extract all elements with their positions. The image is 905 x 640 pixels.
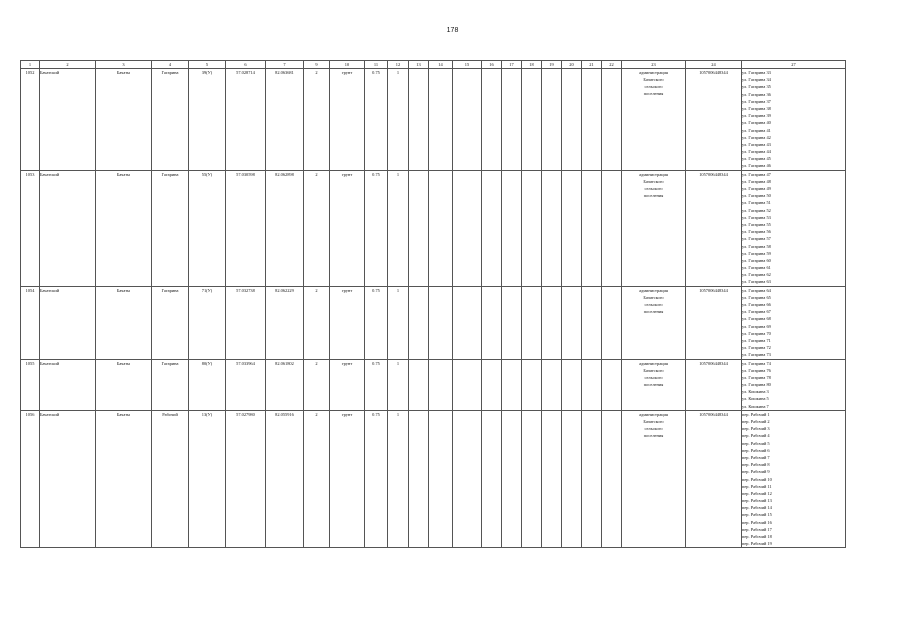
district-cell: Бачатский [40, 286, 96, 359]
latitude-cell: 57.032738 [226, 286, 266, 359]
address-line: ул. Гагарина 70 [742, 330, 771, 336]
address-line: пер. Рабочий 17 [742, 526, 772, 532]
address-line: ул. Гагарина 69 [742, 323, 771, 329]
latitude-cell: 57.033964 [226, 359, 266, 410]
address-line: пер. Рабочий 16 [742, 519, 772, 525]
surface-cell: грунт [330, 286, 365, 359]
column-number: 11 [365, 61, 388, 69]
served-addresses-cell [742, 359, 846, 410]
address-line: ул. Гагарина 61 [742, 265, 771, 271]
address-line: пер. Рабочий 14 [742, 505, 772, 511]
address-line: пер. Рабочий 13 [742, 498, 772, 504]
empty-cell [409, 170, 429, 286]
district-cell: Бачатский [40, 359, 96, 410]
empty-cell [409, 286, 429, 359]
address-line: ул. Гагарина 50 [742, 193, 771, 199]
owner-line: сельского [644, 84, 663, 89]
count-cell: 1 [388, 410, 409, 548]
empty-cell [542, 410, 562, 548]
empty-cell [453, 69, 482, 171]
address-line: ул. Гагарина 66 [742, 302, 771, 307]
owner-cell [622, 286, 686, 359]
address-line: ул. Гагарина 49 [742, 186, 771, 191]
surface-cell: грунт [330, 410, 365, 548]
col9-cell: 2 [304, 69, 330, 171]
area-cell: 0.75 [365, 170, 388, 286]
area-cell: 0.75 [365, 410, 388, 548]
district-cell: Бачатский [40, 170, 96, 286]
empty-cell [582, 359, 602, 410]
address-line: ул. Гагарина 41 [742, 127, 771, 133]
column-number: 24 [686, 61, 742, 69]
count-cell: 1 [388, 170, 409, 286]
column-number: 19 [542, 61, 562, 69]
longitude-cell: 82.062898 [266, 170, 304, 286]
address-line: пер. Рабочий 1 [742, 411, 770, 417]
empty-cell [482, 410, 502, 548]
owner-cell [622, 69, 686, 171]
empty-cell [562, 359, 582, 410]
owner-line: Бачатского [643, 294, 664, 300]
address-line: ул. Гагарина 40 [742, 120, 771, 126]
address-line: пер. Рабочий 4 [742, 433, 770, 439]
column-number: 22 [602, 61, 622, 69]
owner-line: поселения [643, 192, 664, 198]
table-body [21, 69, 846, 548]
served-addresses-cell [742, 286, 846, 359]
empty-cell [602, 359, 622, 410]
area-cell: 0.75 [365, 359, 388, 410]
address-line: пер. Рабочий 9 [742, 469, 770, 475]
empty-cell [582, 410, 602, 548]
longitude-cell: 82.055916 [266, 410, 304, 548]
row-number: 1056 [21, 410, 40, 548]
empty-cell [522, 410, 542, 548]
empty-cell [582, 69, 602, 171]
empty-cell [582, 286, 602, 359]
served-addresses-cell [742, 170, 846, 286]
empty-cell [453, 170, 482, 286]
district-cell: Бачатский [40, 69, 96, 171]
column-number: 18 [522, 61, 542, 69]
empty-cell [542, 359, 562, 410]
address-line: ул. Гагарина 46 [742, 163, 771, 169]
address-line: ул. Гагарина 33 [742, 70, 771, 75]
ogrn-cell: 1057006448344 [686, 286, 742, 359]
column-number: 14 [429, 61, 453, 69]
address-line: ул. Гагарина 47 [742, 171, 771, 177]
address-line: ул. Гагарина 38 [742, 105, 771, 111]
empty-cell [562, 69, 582, 171]
column-number: 13 [409, 61, 429, 69]
address-line: ул. Гагарина 78 [742, 374, 771, 380]
count-cell: 1 [388, 69, 409, 171]
address-line: пер. Рабочий 8 [742, 462, 770, 468]
col9-cell: 2 [304, 359, 330, 410]
address-line: пер. Рабочий 19 [742, 541, 772, 547]
settlement-cell: Бачаты [96, 286, 152, 359]
empty-cell [409, 410, 429, 548]
count-cell: 1 [388, 359, 409, 410]
house-cell: 39(У) [189, 69, 226, 171]
served-addresses-cell [742, 69, 846, 171]
owner-line: администрация [639, 171, 668, 177]
empty-cell [429, 286, 453, 359]
address-line: ул. Гагарина 60 [742, 257, 771, 263]
latitude-cell: 57.027980 [226, 410, 266, 548]
address-line: пер. Рабочий 7 [742, 454, 770, 460]
owner-line: поселения [643, 91, 664, 96]
address-line: ул. Гагарина 80 [742, 382, 771, 388]
address-line: ул. Гагарина 67 [742, 309, 771, 315]
empty-cell [562, 410, 582, 548]
table-row [21, 69, 846, 171]
column-number: 21 [582, 61, 602, 69]
address-line: пер. Рабочий 15 [742, 512, 772, 518]
row-number: 1052 [21, 69, 40, 171]
longitude-cell: 82.062229 [266, 286, 304, 359]
address-line: ул. Гагарина 72 [742, 345, 771, 351]
owner-line: сельского [644, 374, 663, 380]
empty-cell [409, 359, 429, 410]
address-line: ул. Гагарина 57 [742, 236, 771, 242]
address-line: ул. Кошкина 5 [742, 396, 769, 402]
address-line: ул. Гагарина 64 [742, 287, 771, 293]
owner-line: поселения [643, 432, 664, 438]
address-line: пер. Рабочий 12 [742, 490, 772, 496]
address-line: ул. Гагарина 71 [742, 337, 771, 343]
column-number: 12 [388, 61, 409, 69]
address-line: ул. Гагарина 51 [742, 200, 771, 206]
house-cell: 80(У) [189, 359, 226, 410]
empty-cell [482, 359, 502, 410]
owner-line: администрация [639, 360, 668, 366]
address-line: пер. Рабочий 2 [742, 419, 770, 424]
empty-cell [522, 286, 542, 359]
empty-cell [429, 170, 453, 286]
address-line: пер. Рабочий 11 [742, 483, 772, 489]
owner-line: поселения [643, 381, 664, 387]
empty-cell [602, 286, 622, 359]
owner-line: сельского [644, 185, 663, 191]
col9-cell: 2 [304, 170, 330, 286]
address-line: ул. Гагарина 36 [742, 91, 771, 97]
column-number: 5 [189, 61, 226, 69]
address-line: пер. Рабочий 10 [742, 476, 772, 482]
longitude-cell: 82.063681 [266, 69, 304, 171]
owner-line: администрация [639, 70, 668, 75]
column-number: 23 [622, 61, 686, 69]
column-number: 9 [304, 61, 330, 69]
owner-line: сельского [644, 425, 663, 431]
address-line: ул. Гагарина 74 [742, 360, 771, 366]
empty-cell [482, 286, 502, 359]
column-number: 3 [96, 61, 152, 69]
latitude-cell: 57.028714 [226, 69, 266, 171]
table-row [21, 170, 846, 286]
empty-cell [522, 359, 542, 410]
street-cell: Гагарина [152, 359, 189, 410]
address-line: ул. Гагарина 35 [742, 84, 771, 90]
owner-line: сельского [644, 301, 663, 307]
column-number: 16 [482, 61, 502, 69]
empty-cell [482, 170, 502, 286]
area-cell: 0.75 [365, 286, 388, 359]
column-number: 15 [453, 61, 482, 69]
empty-cell [502, 69, 522, 171]
empty-cell [602, 170, 622, 286]
house-cell: 71(У) [189, 286, 226, 359]
street-cell: Гагарина [152, 286, 189, 359]
table-row [21, 359, 846, 410]
house-cell: 13(У) [189, 410, 226, 548]
address-line: ул. Гагарина 43 [742, 141, 771, 147]
column-number-header [21, 61, 846, 69]
empty-cell [429, 410, 453, 548]
empty-cell [522, 170, 542, 286]
owner-line: Бачатского [643, 178, 664, 184]
owner-line: поселения [643, 308, 664, 314]
row-number: 1053 [21, 170, 40, 286]
owner-line: Бачатского [643, 77, 664, 82]
column-number: 7 [266, 61, 304, 69]
owner-cell [622, 170, 686, 286]
empty-cell [542, 69, 562, 171]
address-line: ул. Гагарина 58 [742, 243, 771, 249]
column-number: 2 [40, 61, 96, 69]
address-line: ул. Гагарина 34 [742, 77, 771, 83]
address-line: ул. Гагарина 42 [742, 134, 771, 140]
settlement-cell: Бачаты [96, 69, 152, 171]
empty-cell [562, 286, 582, 359]
owner-cell [622, 359, 686, 410]
empty-cell [522, 69, 542, 171]
address-line: ул. Гагарина 59 [742, 250, 771, 256]
street-cell: Гагарина [152, 170, 189, 286]
street-cell: Рабочий [152, 410, 189, 548]
address-line: пер. Рабочий 18 [742, 534, 772, 539]
table-row [21, 410, 846, 548]
empty-cell [562, 170, 582, 286]
count-cell: 1 [388, 286, 409, 359]
address-line: ул. Гагарина 37 [742, 98, 771, 104]
address-line: пер. Рабочий 6 [742, 447, 770, 453]
owner-line: Бачатского [643, 418, 664, 424]
empty-cell [542, 286, 562, 359]
row-number: 1055 [21, 359, 40, 410]
surface-cell: грунт [330, 170, 365, 286]
address-line: ул. Гагарина 53 [742, 214, 771, 220]
address-line: пер. Рабочий 3 [742, 426, 770, 432]
area-cell: 0.75 [365, 69, 388, 171]
row-number: 1054 [21, 286, 40, 359]
empty-cell [429, 69, 453, 171]
column-number: 17 [502, 61, 522, 69]
empty-cell [602, 69, 622, 171]
address-line: ул. Гагарина 68 [742, 316, 771, 322]
empty-cell [502, 410, 522, 548]
owner-line: администрация [639, 287, 668, 293]
surface-cell: грунт [330, 359, 365, 410]
empty-cell [429, 359, 453, 410]
empty-cell [602, 410, 622, 548]
house-cell: 55(У) [189, 170, 226, 286]
ogrn-cell: 1057006448344 [686, 410, 742, 548]
ogrn-cell: 1057006448344 [686, 170, 742, 286]
owner-cell [622, 410, 686, 548]
address-line: ул. Гагарина 48 [742, 178, 771, 184]
address-line: ул. Кошкина 7 [742, 403, 769, 409]
empty-cell [502, 359, 522, 410]
address-line: ул. Гагарина 45 [742, 156, 771, 162]
owner-line: Бачатского [643, 367, 664, 373]
empty-cell [453, 359, 482, 410]
latitude-cell: 57.030598 [226, 170, 266, 286]
column-number: 27 [742, 61, 846, 69]
ogrn-cell: 1057006448344 [686, 69, 742, 171]
empty-cell [502, 170, 522, 286]
served-addresses-cell [742, 410, 846, 548]
col9-cell: 2 [304, 286, 330, 359]
address-line: ул. Гагарина 62 [742, 272, 771, 278]
address-line: ул. Гагарина 39 [742, 113, 771, 119]
empty-cell [482, 69, 502, 171]
surface-cell: грунт [330, 69, 365, 171]
empty-cell [409, 69, 429, 171]
district-cell: Бачатский [40, 410, 96, 548]
street-cell: Гагарина [152, 69, 189, 171]
page-number: 178 [446, 27, 459, 34]
column-number: 6 [226, 61, 266, 69]
column-number: 20 [562, 61, 582, 69]
owner-line: администрация [639, 411, 668, 417]
longitude-cell: 82.061802 [266, 359, 304, 410]
table-row [21, 286, 846, 359]
empty-cell [453, 410, 482, 548]
empty-cell [502, 286, 522, 359]
column-number: 4 [152, 61, 189, 69]
address-line: ул. Гагарина 76 [742, 367, 771, 373]
column-number: 1 [21, 61, 40, 69]
address-line: ул. Гагарина 52 [742, 207, 771, 213]
address-line: пер. Рабочий 5 [742, 440, 770, 446]
settlement-cell: Бачаты [96, 359, 152, 410]
address-line: ул. Гагарина 55 [742, 221, 771, 227]
empty-cell [582, 170, 602, 286]
empty-cell [453, 286, 482, 359]
address-line: ул. Кошкина 3 [742, 389, 769, 395]
settlement-cell: Бачаты [96, 170, 152, 286]
ogrn-cell: 1057006448344 [686, 359, 742, 410]
settlement-cell: Бачаты [96, 410, 152, 548]
address-line: ул. Гагарина 44 [742, 149, 771, 155]
address-line: ул. Гагарина 56 [742, 229, 771, 235]
registry-table [20, 60, 846, 548]
empty-cell [542, 170, 562, 286]
col9-cell: 2 [304, 410, 330, 548]
address-line: ул. Гагарина 63 [742, 279, 771, 285]
address-line: ул. Гагарина 73 [742, 352, 771, 358]
address-line: ул. Гагарина 65 [742, 294, 771, 300]
column-number: 10 [330, 61, 365, 69]
